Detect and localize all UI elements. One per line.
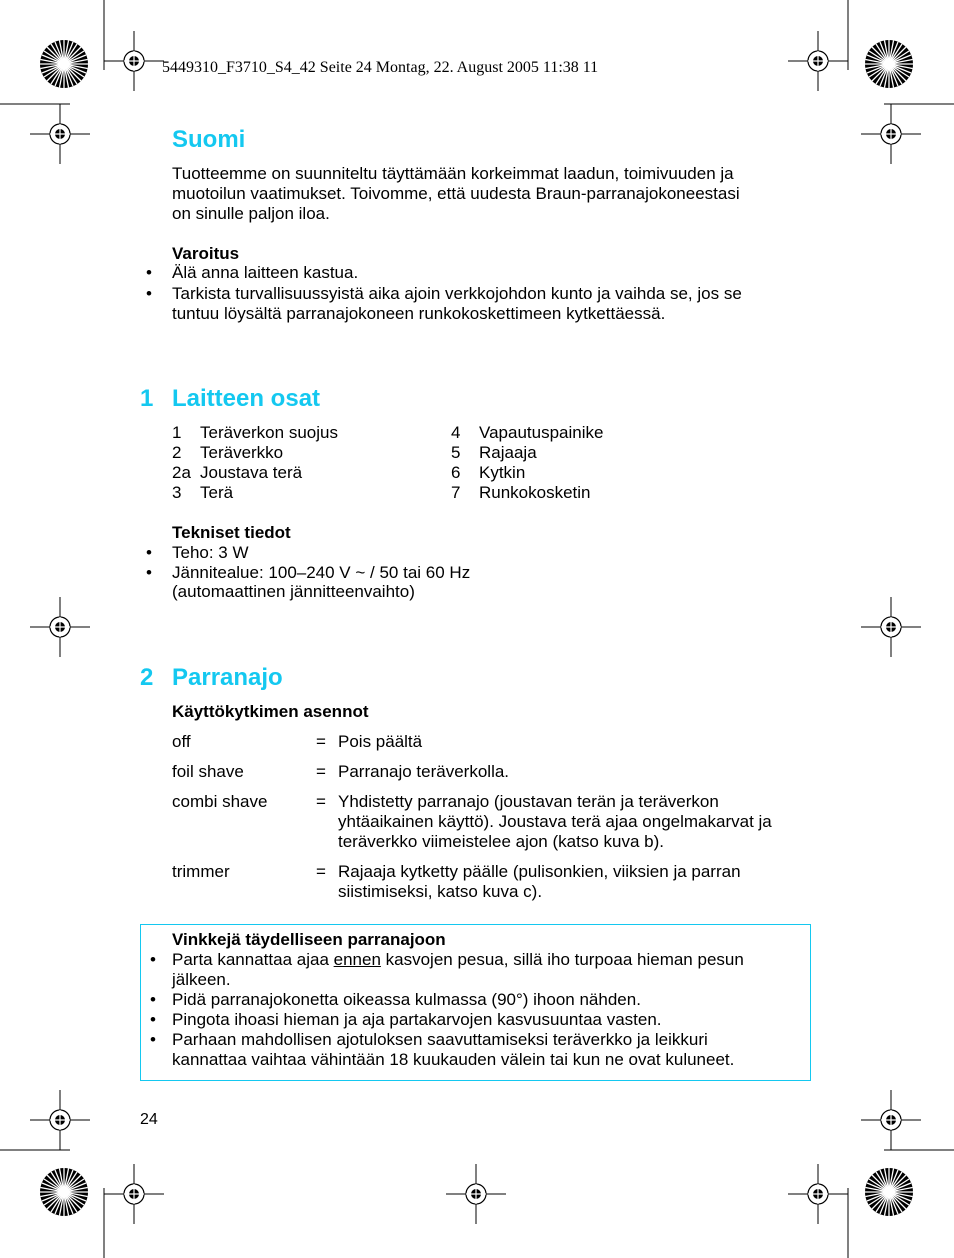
position-equals: = (316, 732, 326, 751)
position-equals: = (316, 862, 326, 881)
bullet: • (150, 950, 156, 969)
part-number: 1 (172, 423, 182, 442)
warning-item-2-line-1: Tarkista turvallisuussyistä aika ajoin verkkojohdon kunto ja vaihda se, jos se (172, 284, 742, 303)
tip-2: Pidä parranajokonetta oikeassa kulmassa (90°) ihoon nähden. (172, 990, 641, 1009)
bullet: • (150, 1010, 156, 1029)
part-label: Joustava terä (200, 463, 303, 482)
position-desc: Rajaaja kytketty päälle (pulisonkien, viiksien ja parran (338, 862, 741, 881)
language-title: Suomi (172, 126, 246, 153)
part-label: Kytkin (479, 463, 526, 482)
warning-item-2-line-2: tuntuu löysältä parranajokoneen runkokoskettimeen kytkettäessä. (172, 304, 666, 323)
section-title: Parranajo (172, 664, 283, 691)
tips-heading: Vinkkejä täydelliseen parranajoon (172, 930, 446, 949)
part-label: Runkokosketin (479, 483, 591, 502)
position-desc: Parranajo teräverkolla. (338, 762, 510, 781)
spec-voltage-line-2: (automaattinen jännitteenvaihto) (172, 582, 415, 601)
print-slug: 5449310_F3710_S4_42 Seite 24 Montag, 22. August 2005 11:38 11 (162, 59, 599, 76)
bullet: • (150, 1030, 156, 1049)
bullet: • (150, 990, 156, 1009)
position-term: off (172, 732, 191, 751)
page-number: 24 (140, 1111, 158, 1128)
intro-line-1: Tuotteemme on suunniteltu täyttämään korkeimmat laadun, toimivuuden ja (172, 164, 734, 183)
section-title: Laitteen osat (172, 385, 321, 412)
bullet: • (146, 263, 152, 282)
spec-voltage-line-1: Jännitealue: 100–240 V ~ / 50 tai 60 Hz (172, 563, 471, 582)
tip-3: Pingota ihoasi hieman ja aja partakarvojen kasvusuuntaa vasten. (172, 1010, 662, 1029)
position-desc: Pois päältä (338, 732, 423, 751)
part-number: 4 (451, 423, 461, 442)
position-desc: teräverkko viimeistelee ajon (katso kuva b). (338, 832, 664, 851)
spec-power: Teho: 3 W (172, 543, 249, 562)
part-label: Vapautuspainike (479, 423, 604, 442)
part-label: Teräverkko (200, 443, 284, 462)
position-term: trimmer (172, 862, 230, 881)
part-number: 5 (451, 443, 461, 462)
part-number: 3 (172, 483, 182, 502)
position-desc: Yhdistetty parranajo (joustavan terän ja teräverkon (338, 792, 719, 811)
tip-4-line-2: kannattaa vaihtaa vähintään 18 kuukauden välein tai kun ne ovat kuluneet. (172, 1050, 735, 1069)
tip-text: Parta kannattaa ajaa (172, 950, 334, 969)
position-equals: = (316, 792, 326, 811)
section-number: 2 (140, 664, 154, 691)
intro-line-2: muotoilun vaatimukset. Toivomme, että uudesta Braun-parranajokoneestasi (172, 184, 740, 203)
warning-heading: Varoitus (172, 244, 240, 263)
bullet: • (146, 284, 152, 303)
position-desc: siistimiseksi, katso kuva c). (338, 882, 543, 901)
switch-heading: Käyttökytkimen asennot (172, 702, 369, 721)
part-number: 2a (172, 463, 191, 482)
part-label: Teräverkon suojus (200, 423, 338, 442)
part-label: Terä (200, 483, 234, 502)
bullet: • (146, 563, 152, 582)
position-term: combi shave (172, 792, 268, 811)
tip-4-line-1: Parhaan mahdollisen ajotuloksen saavuttamiseksi teräverkko ja leikkuri (172, 1030, 708, 1049)
part-number: 7 (451, 483, 461, 502)
part-number: 2 (172, 443, 182, 462)
bullet: • (146, 543, 152, 562)
position-equals: = (316, 762, 326, 781)
tip-text: kasvojen pesua, sillä iho turpoaa hieman pesun (380, 950, 744, 969)
part-number: 6 (451, 463, 461, 482)
tip-emphasis: ennen (333, 950, 381, 969)
warning-item-1: Älä anna laitteen kastua. (172, 263, 359, 282)
tip-1-line-1 (172, 950, 744, 970)
intro-line-3: on sinulle paljon iloa. (172, 204, 330, 223)
specs-heading: Tekniset tiedot (172, 523, 291, 542)
part-label: Rajaaja (479, 443, 537, 462)
section-number: 1 (140, 385, 154, 412)
position-desc: yhtäaikainen käyttö). Joustava terä ajaa ongelmakarvat ja (338, 812, 772, 831)
position-term: foil shave (172, 762, 244, 781)
tip-1-line-2: jälkeen. (172, 970, 231, 989)
